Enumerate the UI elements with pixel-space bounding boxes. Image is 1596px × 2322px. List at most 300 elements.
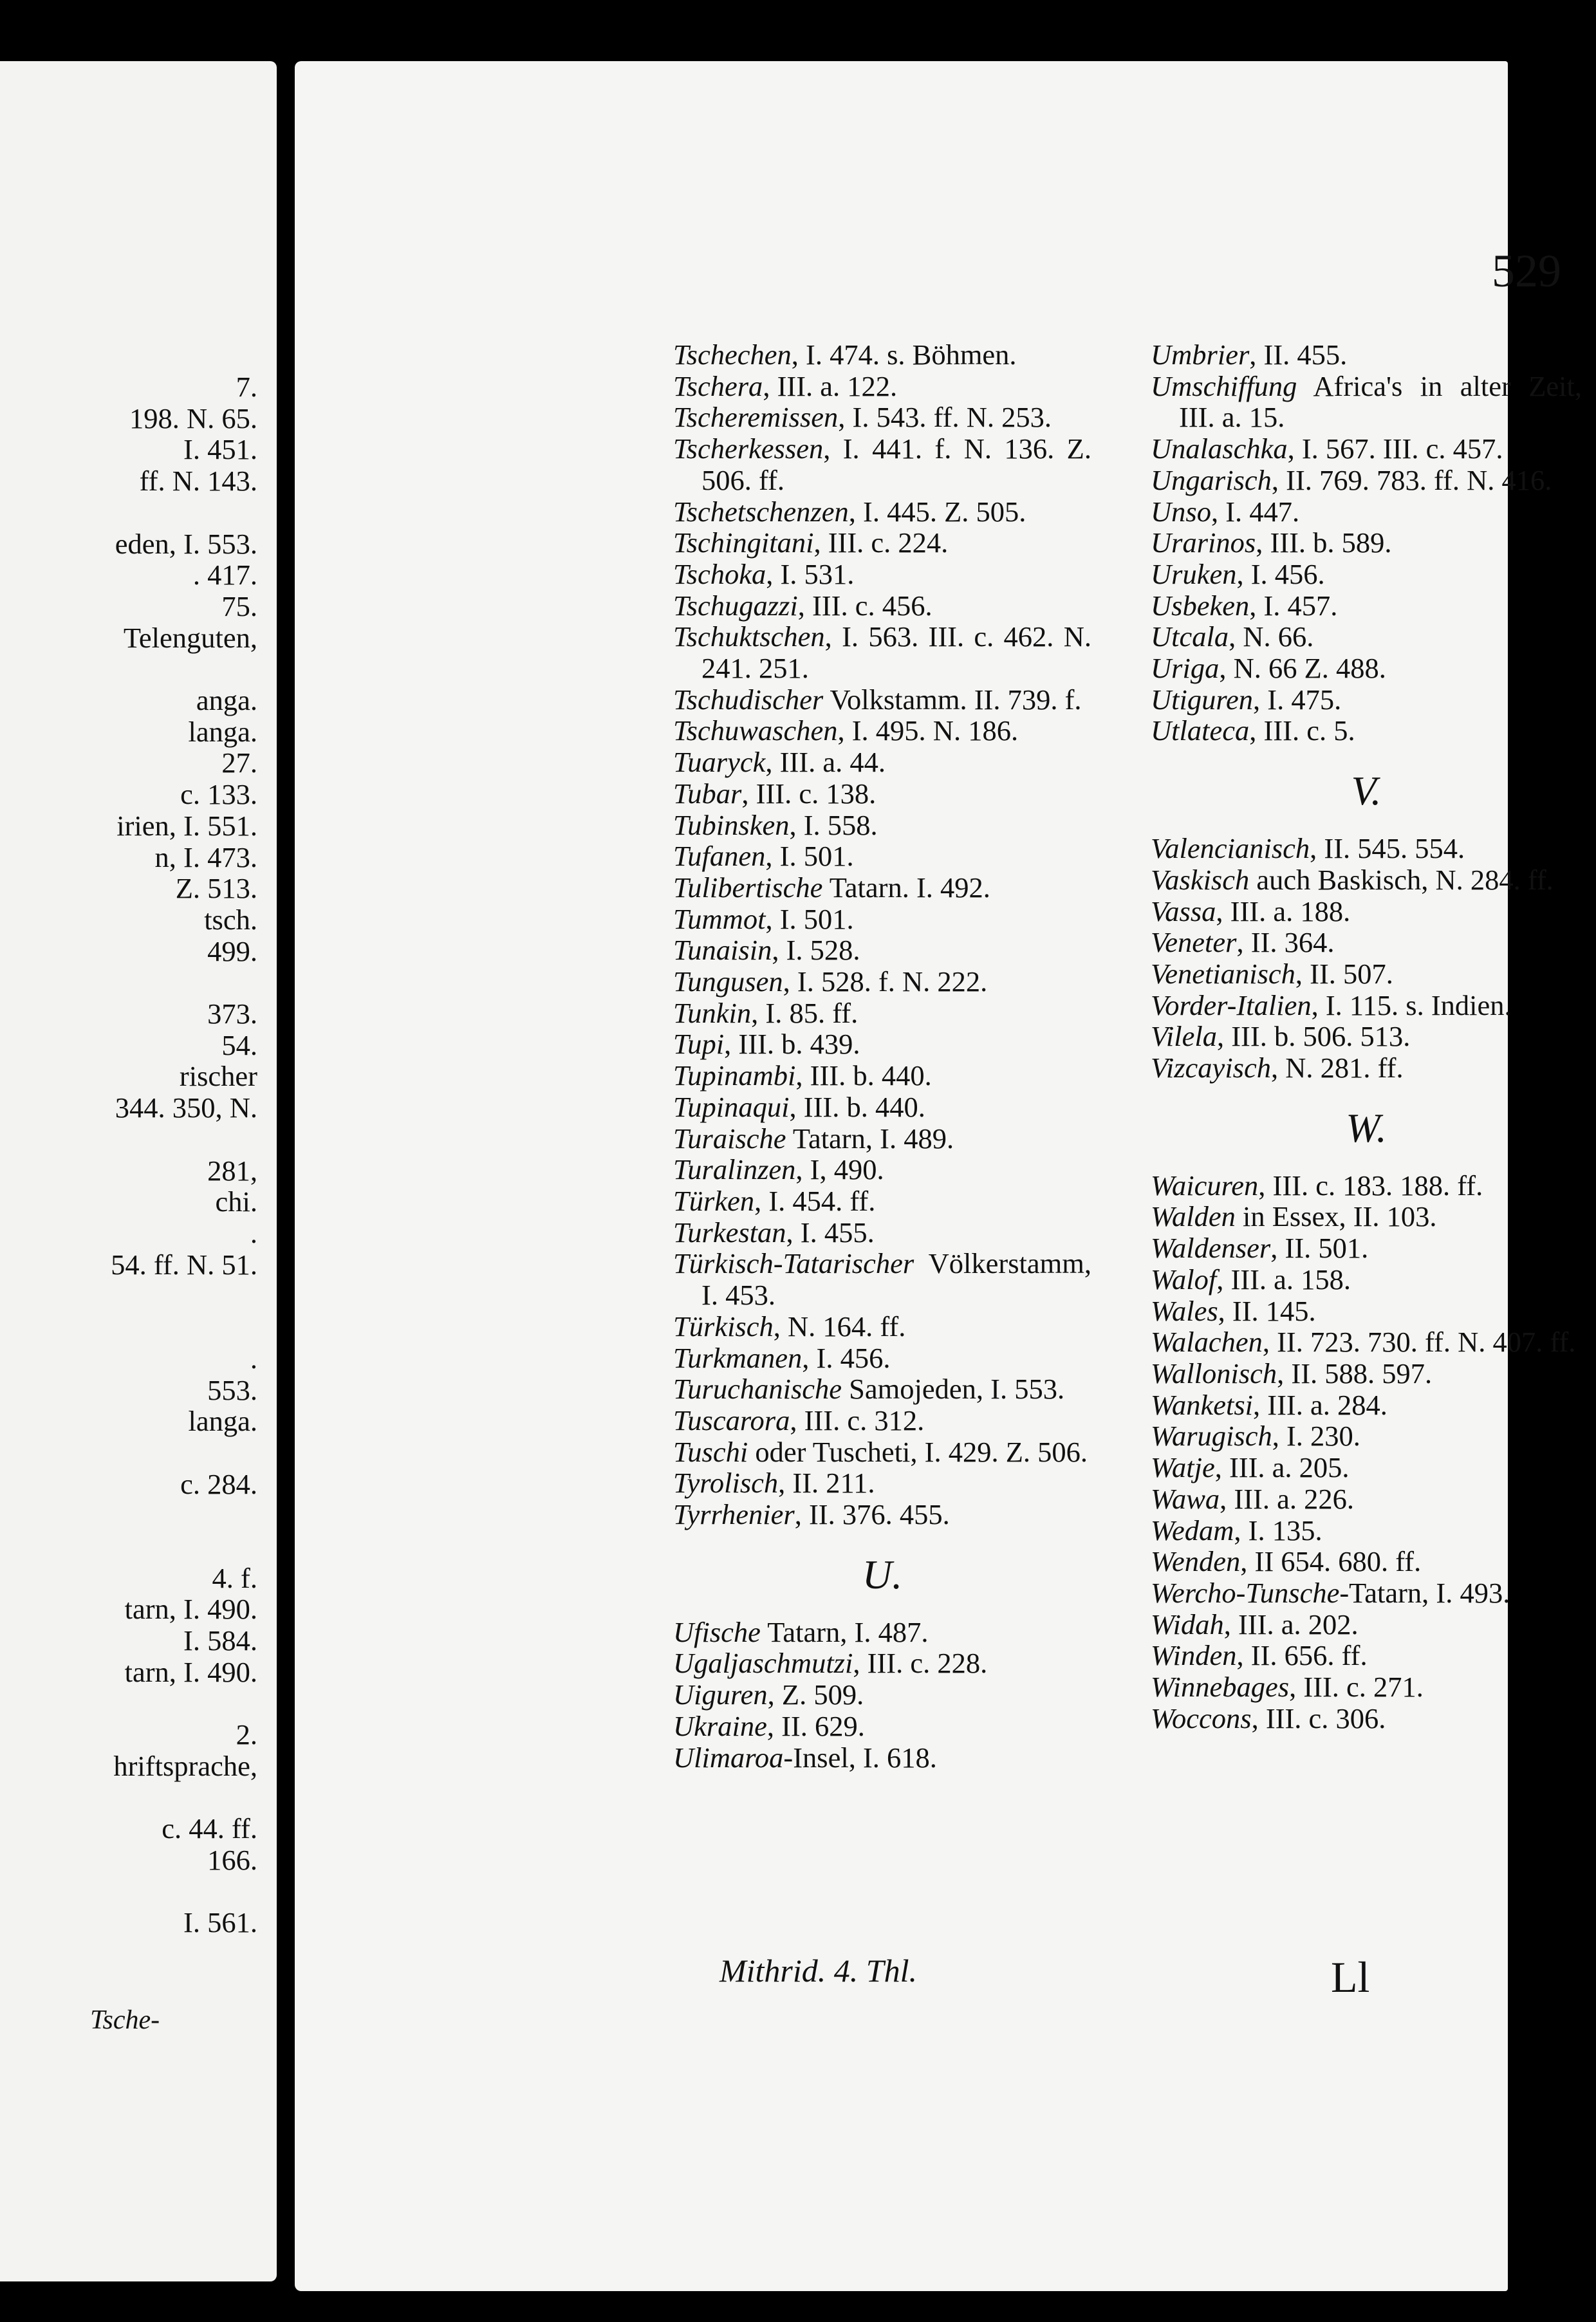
entry-reference: Africa's in alter Zeit, III. a. 15.	[1179, 369, 1582, 434]
entry-headword: Türken	[673, 1184, 755, 1217]
entry-headword: Turalinzen	[673, 1153, 796, 1186]
entry-headword: Wawa	[1151, 1482, 1220, 1515]
index-entry	[1151, 371, 1582, 433]
left-page-fragments	[0, 371, 270, 1938]
entry-headword: Wedam	[1151, 1514, 1234, 1546]
index-entry	[673, 1217, 1091, 1249]
index-entry	[673, 1185, 1091, 1217]
index-entry	[673, 1405, 1091, 1436]
v-entries	[1151, 833, 1582, 1084]
entry-headword: Utlateca	[1151, 714, 1250, 747]
entry-headword: Turkmanen	[673, 1341, 803, 1374]
entry-reference: , II. 507.	[1295, 957, 1393, 990]
entry-headword: Turaische	[673, 1122, 786, 1155]
entry-headword: Uriga	[1151, 652, 1220, 685]
left-fragment-line: Z. 513.	[175, 872, 257, 905]
index-entry	[673, 747, 1091, 778]
index-entry	[1151, 1703, 1582, 1734]
index-entry	[1151, 1389, 1582, 1421]
entry-reference: , I. 474. s. Böhmen.	[791, 339, 1017, 371]
entry-reference: , I. 567. III. c. 457.	[1287, 432, 1503, 465]
entry-reference: , III. c. 306.	[1251, 1702, 1386, 1734]
entry-headword: Tupinaqui	[673, 1090, 790, 1123]
entry-reference: , I. 495. N. 186.	[837, 714, 1019, 747]
left-fragment-line	[0, 1312, 270, 1343]
entry-reference: , I. 445. Z. 505.	[848, 495, 1026, 528]
entry-reference: , II. 455.	[1249, 339, 1348, 371]
entry-headword: Uruken	[1151, 557, 1237, 590]
entry-reference: , I. 447.	[1211, 495, 1300, 528]
left-fragment-line: 75.	[221, 590, 257, 622]
entry-headword: Tummot	[673, 902, 766, 935]
entry-headword: Venetianisch	[1151, 957, 1295, 990]
u-entries-a	[673, 1617, 1091, 1774]
entry-headword: Wercho-Tunsche	[1151, 1576, 1340, 1609]
left-fragment-line: I. 584.	[183, 1624, 257, 1657]
entry-headword: Urarinos	[1151, 526, 1256, 559]
entry-headword: Vaskisch	[1151, 863, 1250, 896]
left-fragment-line: 344. 350, N.	[115, 1091, 257, 1124]
index-entry	[673, 1311, 1091, 1342]
entry-headword: Tschera	[673, 369, 763, 402]
entry-reference: , N. 164. ff.	[773, 1310, 906, 1342]
entry-reference: , I. 558.	[789, 808, 878, 841]
left-fragment-line: c. 133.	[180, 778, 257, 811]
index-entry	[673, 590, 1091, 622]
index-entry	[1151, 1483, 1582, 1515]
index-entry	[1151, 496, 1582, 528]
index-entry	[673, 1060, 1091, 1091]
entry-reference: , Z. 509.	[767, 1678, 864, 1711]
entry-headword: Ufische	[673, 1615, 761, 1648]
left-fragment-line: c. 284.	[180, 1467, 257, 1500]
entry-reference: , III. a. 202.	[1223, 1608, 1359, 1640]
entry-headword: Tupi	[673, 1028, 725, 1061]
left-fragment-line: 2.	[236, 1718, 257, 1751]
index-entry	[1151, 1420, 1582, 1452]
entry-reference: , III. a. 226.	[1220, 1482, 1355, 1515]
entry-reference: , I. 457.	[1249, 589, 1338, 622]
entry-headword: Walachen	[1151, 1326, 1263, 1359]
left-fragment-line: .	[250, 1216, 257, 1249]
entry-reference: , I. 85. ff.	[751, 996, 858, 1029]
index-entry	[673, 1742, 1091, 1774]
left-fragment-line: 553.	[207, 1373, 257, 1406]
index-entry	[1151, 1609, 1582, 1640]
entry-headword: Usbeken	[1151, 589, 1250, 622]
entry-headword: Tupinambi	[673, 1059, 796, 1092]
index-entry	[1151, 715, 1582, 747]
entry-reference: , III. a. 284.	[1253, 1388, 1387, 1421]
entry-reference: , III. c. 312.	[790, 1404, 925, 1436]
index-entry	[673, 371, 1091, 402]
index-entry	[1151, 1052, 1582, 1084]
entry-headword: Umbrier	[1151, 339, 1250, 371]
index-entry	[673, 810, 1091, 841]
index-entry	[1151, 433, 1582, 465]
entry-reference: , III. b. 589.	[1256, 526, 1392, 559]
index-entry	[1151, 833, 1582, 864]
index-entry	[673, 1248, 1091, 1310]
entry-reference: , II. 629.	[766, 1709, 865, 1742]
entry-reference: Tatarn, I. 487.	[760, 1615, 929, 1648]
left-fragment-line	[0, 1688, 270, 1720]
entry-reference: , III. a. 158.	[1216, 1263, 1351, 1296]
index-entry	[673, 621, 1091, 683]
entry-reference: , III. b. 440.	[789, 1090, 925, 1123]
index-entry	[1151, 1264, 1582, 1296]
left-fragment-line: 7.	[236, 371, 257, 403]
entry-headword: Unalaschka	[1151, 432, 1288, 465]
entry-reference: , III. b. 439.	[724, 1028, 860, 1061]
left-fragment-line	[0, 1500, 270, 1531]
entry-headword: Woccons	[1151, 1702, 1252, 1734]
entry-reference: , III. c. 224.	[813, 526, 949, 559]
index-entry	[1151, 927, 1582, 958]
index-entry	[673, 1467, 1091, 1499]
entry-reference: , II. 376. 455.	[794, 1498, 950, 1531]
entry-reference: Völkerstamm, I. 453.	[701, 1247, 1091, 1312]
entry-headword: Türkisch-Tatarischer	[673, 1247, 914, 1280]
left-fragment-line	[0, 653, 270, 685]
index-entry	[1151, 1577, 1582, 1609]
left-fragment-line: 27.	[221, 747, 257, 779]
entry-headword: Tscherkessen	[673, 432, 824, 465]
entry-headword: Tschoka	[673, 557, 766, 590]
entry-reference: , I. 456.	[1236, 557, 1325, 590]
entry-reference: , I. 455.	[786, 1216, 875, 1249]
entry-headword: Waldenser	[1151, 1232, 1271, 1265]
entry-reference: , III. a. 205.	[1214, 1451, 1350, 1484]
left-fragment-line: 54.	[221, 1028, 257, 1061]
sheet-mark: Ll	[1331, 1953, 1370, 2002]
entry-headword: Valencianisch	[1151, 832, 1310, 865]
left-fragment-line	[0, 1280, 270, 1312]
index-entry	[1151, 653, 1582, 684]
left-fragment-line: anga.	[196, 684, 257, 717]
entry-reference: , I. 501.	[765, 840, 854, 873]
entry-reference: , N. 66 Z. 488.	[1219, 652, 1386, 685]
entry-headword: Utcala	[1151, 620, 1229, 653]
entry-headword: Warugisch	[1151, 1420, 1272, 1453]
index-entry	[673, 841, 1091, 872]
index-entry	[1151, 1452, 1582, 1483]
entry-reference: , III. c. 271.	[1289, 1671, 1424, 1704]
entry-headword: Wales	[1151, 1294, 1218, 1327]
entry-reference: , N. 281. ff.	[1271, 1052, 1404, 1084]
left-fragment-line: tarn, I. 490.	[124, 1593, 257, 1626]
entry-reference: -Insel, I. 618.	[783, 1741, 937, 1774]
left-fragment-line	[0, 1437, 270, 1469]
left-fragment-line: . 417.	[192, 559, 257, 591]
index-entry	[673, 527, 1091, 559]
entry-headword: Tyrrhenier	[673, 1498, 795, 1531]
entry-headword: Tscheremissen	[673, 401, 839, 434]
index-entry	[1151, 1671, 1582, 1703]
entry-reference: , III. c. 228.	[853, 1647, 988, 1680]
entry-headword: Tulibertische	[673, 871, 823, 904]
entry-headword: Ulimaroa	[673, 1741, 784, 1774]
entry-reference: , III. a. 122.	[763, 369, 898, 402]
entry-reference: , III. b. 506. 513.	[1216, 1020, 1411, 1053]
index-entry	[673, 496, 1091, 528]
entry-reference: , I. 441. f. N. 136. Z. 506. ff.	[701, 432, 1091, 496]
entry-headword: Tuschi	[673, 1435, 748, 1468]
entry-reference: -Tatarn, I. 493.	[1339, 1576, 1510, 1609]
entry-reference: , II 654. 680. ff.	[1240, 1545, 1422, 1578]
entry-headword: Tunaisin	[673, 934, 772, 967]
entry-headword: Turkestan	[673, 1216, 786, 1249]
index-entry	[673, 402, 1091, 433]
entry-reference: , I. 230.	[1272, 1420, 1360, 1453]
index-entry	[1151, 684, 1582, 716]
entry-headword: Türkisch	[673, 1310, 774, 1342]
entry-headword: Tubinsken	[673, 808, 790, 841]
index-entry	[1151, 896, 1582, 927]
entry-reference: , I. 475.	[1253, 683, 1342, 716]
entry-headword: Walof	[1151, 1263, 1217, 1296]
index-entry	[673, 1123, 1091, 1155]
entry-headword: Walden	[1151, 1200, 1236, 1233]
index-entry	[1151, 339, 1582, 371]
signature-line: Mithrid. 4. Thl.	[719, 1953, 917, 1989]
index-entry	[673, 1617, 1091, 1648]
left-fragment-line	[0, 1124, 270, 1155]
left-fragment-line: ff. N. 143.	[139, 465, 257, 497]
index-entry	[1151, 1296, 1582, 1327]
entry-reference: , II. 769. 783. ff. N. 416.	[1271, 463, 1552, 496]
entry-headword: Winnebages	[1151, 1671, 1290, 1704]
entry-reference: , II. 145.	[1218, 1294, 1316, 1327]
entry-headword: Widah	[1151, 1608, 1224, 1640]
entry-reference: , I. 531.	[766, 557, 855, 590]
entry-reference: , III. c. 138.	[741, 777, 877, 810]
entry-headword: Tungusen	[673, 965, 783, 998]
index-entry	[673, 684, 1091, 716]
left-fragment-line: c. 44. ff.	[162, 1812, 257, 1845]
left-fragment-line: Telenguten,	[123, 621, 257, 654]
left-catchword: Tsche-	[90, 2005, 160, 2035]
index-entry	[673, 1648, 1091, 1679]
entry-headword: Vizcayisch	[1151, 1052, 1271, 1084]
entry-reference: oder Tuscheti, I. 429. Z. 506.	[748, 1435, 1088, 1468]
entry-headword: Uiguren	[673, 1678, 768, 1711]
entry-headword: Winden	[1151, 1639, 1237, 1672]
index-entry	[673, 1711, 1091, 1742]
index-entry	[673, 1373, 1091, 1405]
entry-reference: , I. 135.	[1234, 1514, 1322, 1546]
index-entry	[1151, 1640, 1582, 1671]
left-fragment-line: n, I. 473.	[154, 841, 257, 873]
index-entry	[1151, 1201, 1582, 1232]
index-entry	[673, 1028, 1091, 1060]
entry-headword: Vorder-Italien	[1151, 989, 1312, 1021]
page-number: 529	[1492, 245, 1561, 297]
index-entry	[673, 433, 1091, 496]
index-entry	[1151, 1515, 1582, 1546]
index-entry	[1151, 1546, 1582, 1577]
entry-reference: , III. c. 183. 188. ff.	[1258, 1169, 1483, 1202]
left-fragment-line: 4. f.	[212, 1561, 257, 1594]
left-fragment-line: I. 451.	[183, 433, 257, 466]
index-entry	[673, 966, 1091, 998]
index-entry	[673, 1499, 1091, 1530]
left-fragment-line: tarn, I. 490.	[124, 1655, 257, 1688]
entry-reference: Tatarn. I. 492.	[822, 871, 990, 904]
entry-reference: , III. c. 456.	[797, 589, 933, 622]
left-fragment-line: rischer	[179, 1060, 257, 1093]
left-fragment-line	[0, 1876, 270, 1908]
section-heading-v: V.	[1351, 768, 1382, 814]
entry-reference: , II. 656. ff.	[1236, 1639, 1368, 1672]
index-entry	[1151, 958, 1582, 990]
index-entry	[1151, 621, 1582, 653]
index-entry	[673, 715, 1091, 747]
index-entry	[673, 934, 1091, 966]
left-fragment-line: 198. N. 65.	[129, 402, 257, 434]
entry-headword: Tschingitani	[673, 526, 814, 559]
entry-reference: , II. 364.	[1236, 926, 1335, 959]
entry-reference: , III. a. 44.	[765, 746, 886, 779]
index-entry	[1151, 527, 1582, 559]
entry-headword: Utiguren	[1151, 683, 1254, 716]
entry-reference: , I, 490.	[795, 1153, 884, 1186]
left-fragment-line: 166.	[207, 1844, 257, 1877]
t-entries	[673, 339, 1091, 1530]
entry-headword: Tschugazzi	[673, 589, 798, 622]
entry-reference: , I. 528. f. N. 222.	[783, 965, 988, 998]
entry-headword: Vilela	[1151, 1020, 1217, 1053]
left-fragment-line: chi.	[215, 1185, 257, 1218]
entry-headword: Wenden	[1151, 1545, 1241, 1578]
index-entry	[673, 339, 1091, 371]
index-column-a	[673, 339, 1091, 1773]
left-fragment-line: 499.	[207, 934, 257, 967]
w-entries	[1151, 1170, 1582, 1734]
entry-reference: , I. 528.	[772, 934, 860, 967]
entry-headword: Tschuktschen	[673, 620, 825, 653]
entry-headword: Vassa	[1151, 895, 1216, 927]
entry-reference: auch Baskisch, N. 284. ff.	[1249, 863, 1554, 896]
entry-headword: Tschechen	[673, 339, 792, 371]
section-heading-u: U.	[862, 1551, 903, 1597]
entry-headword: Tuscarora	[673, 1404, 790, 1436]
index-entry	[673, 1679, 1091, 1711]
entry-headword: Ungarisch	[1151, 463, 1272, 496]
left-fragment-line: 373.	[207, 998, 257, 1030]
entry-headword: Veneter	[1151, 926, 1237, 959]
entry-headword: Waicuren	[1151, 1169, 1259, 1202]
section-heading-w: W.	[1346, 1104, 1387, 1151]
index-entry	[1151, 1232, 1582, 1264]
entry-headword: Tunkin	[673, 996, 752, 1029]
entry-reference: Tatarn, I. 489.	[786, 1122, 954, 1155]
left-fragment-line: 281,	[207, 1154, 257, 1187]
index-entry	[1151, 1170, 1582, 1202]
entry-reference: , II. 211.	[778, 1467, 875, 1500]
entry-headword: Wanketsi	[1151, 1388, 1254, 1421]
index-entry	[673, 559, 1091, 590]
left-fragment-line: 54. ff. N. 51.	[111, 1248, 257, 1281]
entry-reference: , III. a. 188.	[1216, 895, 1351, 927]
index-entry	[673, 1091, 1091, 1123]
left-fragment-line: I. 561.	[183, 1906, 257, 1939]
entry-reference: Volkstamm. II. 739. f.	[823, 683, 1082, 716]
entry-headword: Ugaljaschmutzi	[673, 1647, 853, 1680]
entry-headword: Turuchanische	[673, 1373, 842, 1406]
index-entry	[1151, 465, 1582, 496]
index-entry	[1151, 990, 1582, 1021]
entry-reference: , III. b. 440.	[795, 1059, 932, 1092]
index-entry	[673, 1154, 1091, 1185]
entry-reference: , I. 543. ff. N. 253.	[838, 401, 1052, 434]
entry-headword: Unso	[1151, 495, 1211, 528]
entry-reference: , III. c. 5.	[1249, 714, 1355, 747]
index-entry	[1151, 864, 1582, 896]
left-fragment-line: tsch.	[204, 903, 257, 936]
entry-reference: in Essex, II. 103.	[1235, 1200, 1437, 1233]
left-fragment-line	[0, 1531, 270, 1563]
entry-reference: , II. 501.	[1270, 1232, 1369, 1265]
left-page	[0, 61, 277, 2281]
entry-reference: , II. 723. 730. ff. N. 407. ff.	[1262, 1326, 1576, 1359]
index-entry	[1151, 1326, 1582, 1358]
index-entry	[1151, 1021, 1582, 1052]
entry-reference: Samojeden, I. 553.	[842, 1373, 1065, 1406]
entry-headword: Umschiffung	[1151, 369, 1297, 402]
entry-headword: Tyrolisch	[673, 1467, 779, 1500]
entry-headword: Tschetschenzen	[673, 495, 849, 528]
entry-headword: Tubar	[673, 777, 742, 810]
right-page	[295, 61, 1582, 2291]
entry-headword: Watje	[1151, 1451, 1215, 1484]
index-entry	[673, 998, 1091, 1029]
index-entry	[1151, 1358, 1582, 1389]
left-fragment-line	[0, 967, 270, 998]
entry-headword: Wallonisch	[1151, 1357, 1277, 1389]
left-fragment-line: hriftsprache,	[113, 1749, 257, 1782]
entry-reference: , II. 588. 597.	[1277, 1357, 1433, 1389]
index-entry	[673, 1436, 1091, 1468]
left-fragment-line	[0, 1782, 270, 1814]
left-fragment-line: .	[250, 1342, 257, 1375]
index-entry	[673, 904, 1091, 935]
left-fragment-line: eden, I. 553.	[115, 527, 257, 560]
index-entry	[673, 872, 1091, 904]
entry-reference: , I. 454. ff.	[754, 1184, 876, 1217]
u-entries-b	[1151, 339, 1582, 747]
entry-reference: , I. 115. s. Indien.	[1311, 989, 1512, 1021]
index-column-b	[1151, 339, 1582, 1734]
entry-reference: , I. 501.	[765, 902, 854, 935]
entry-headword: Tschudischer	[673, 683, 824, 716]
index-entry	[1151, 559, 1582, 590]
entry-reference: , II. 545. 554.	[1310, 832, 1465, 865]
entry-headword: Tufanen	[673, 840, 766, 873]
entry-reference: , I. 456.	[802, 1341, 891, 1374]
entry-headword: Tschuwaschen	[673, 714, 838, 747]
left-fragment-line	[0, 497, 270, 528]
entry-headword: Ukraine	[673, 1709, 767, 1742]
entry-reference: , N. 66.	[1229, 620, 1314, 653]
left-fragment-line: langa.	[188, 1405, 257, 1438]
index-entry	[673, 1342, 1091, 1374]
left-fragment-line: langa.	[188, 715, 257, 748]
entry-headword: Tuaryck	[673, 746, 766, 779]
entry-reference: , I. 563. III. c. 462. N. 241. 251.	[701, 620, 1091, 685]
index-entry	[673, 778, 1091, 810]
left-fragment-line: irien, I. 551.	[116, 809, 257, 842]
